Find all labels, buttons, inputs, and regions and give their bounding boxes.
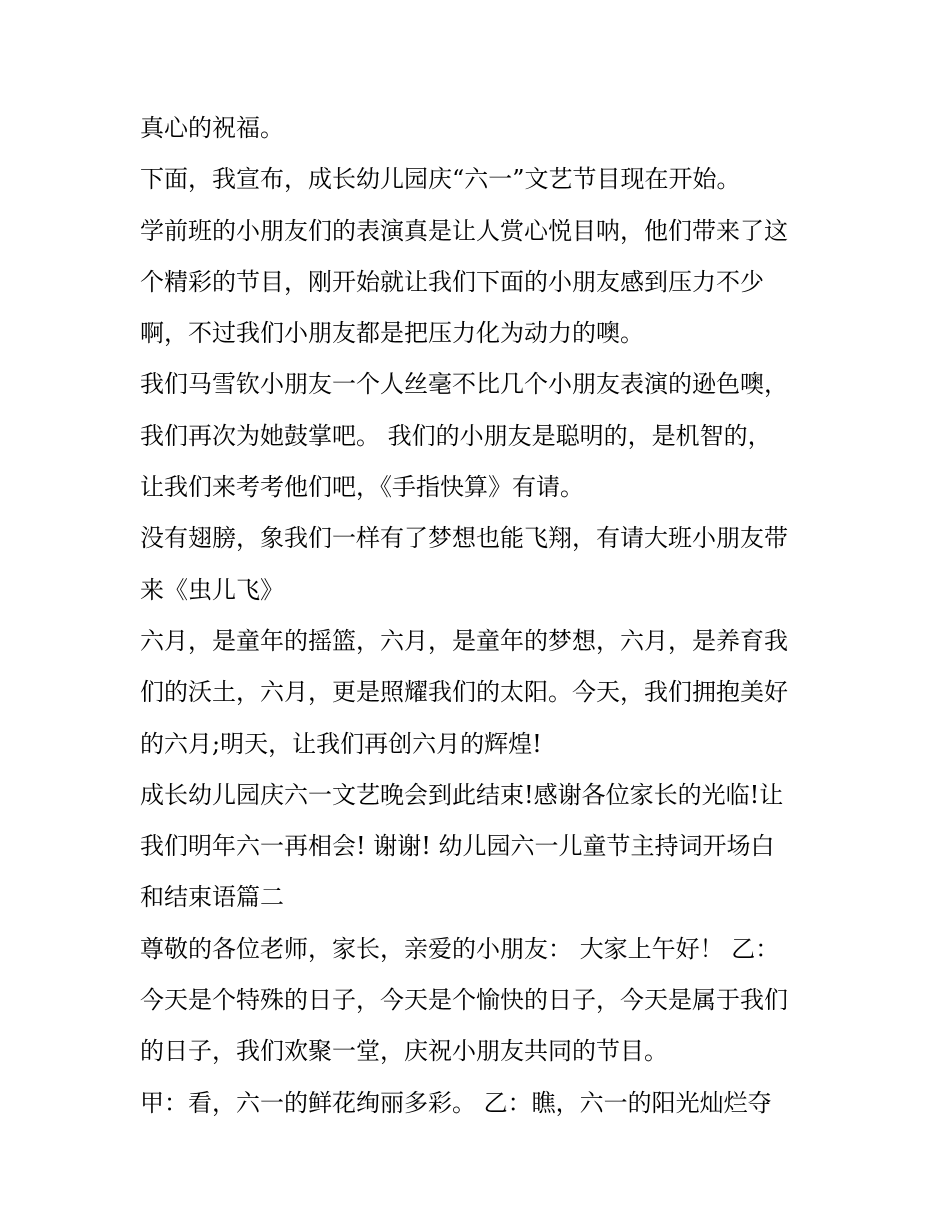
text-line: 真心的祝福。 <box>140 114 284 142</box>
text-line: 的日子，我们欢聚一堂，庆祝小朋友共同的节目。 <box>140 1037 668 1066</box>
text-line: 学前班的小朋友们的表演真是让人赏心悦目呐，他们带来了这 <box>140 216 788 245</box>
text-line: 今天是个特殊的日子，今天是个愉快的日子，今天是属于我们 <box>140 986 788 1015</box>
text-line: 成长幼儿园庆六一文艺晚会到此结束!感谢各位家长的光临!让 <box>140 780 784 809</box>
text-line: 啊，不过我们小朋友都是把压力化为动力的噢。 <box>140 319 644 348</box>
text-line: 下面，我宣布，成长幼儿园庆“六一”文艺节目现在开始。 <box>140 165 741 194</box>
text-line: 们的沃土，六月，更是照耀我们的太阳。今天，我们拥抱美好 <box>140 678 788 707</box>
document-body <box>140 103 830 1129</box>
text-line: 甲：看，六一的鲜花绚丽多彩。 乙：瞧，六一的阳光灿烂夺 <box>140 1088 772 1117</box>
text-line: 六月，是童年的摇篮，六月，是童年的梦想，六月，是养育我 <box>140 626 788 655</box>
text-line: 没有翅膀，象我们一样有了梦想也能飞翔，有请大班小朋友带 <box>140 524 788 553</box>
text-line: 尊敬的各位老师，家长，亲爱的小朋友： 大家上午好！ 乙： <box>140 934 780 963</box>
text-line: 个精彩的节目，刚开始就让我们下面的小朋友感到压力不少 <box>140 267 764 296</box>
text-line: 我们再次为她鼓掌吧。 我们的小朋友是聪明的，是机智的， <box>140 421 772 450</box>
text-line: 来《虫儿飞》 <box>140 575 284 604</box>
text-line: 我们马雪钦小朋友一个人丝毫不比几个小朋友表演的逊色噢， <box>140 370 788 399</box>
text-line: 让我们来考考他们吧，《手指快算》有请。 <box>140 473 584 502</box>
text-line: 的六月;明天，让我们再创六月的辉煌! <box>140 729 542 758</box>
text-line: 我们明年六一再相会! 谢谢! 幼儿园六一儿童节主持词开场白 <box>140 832 775 861</box>
text-line: 和结束语篇二 <box>140 883 284 912</box>
